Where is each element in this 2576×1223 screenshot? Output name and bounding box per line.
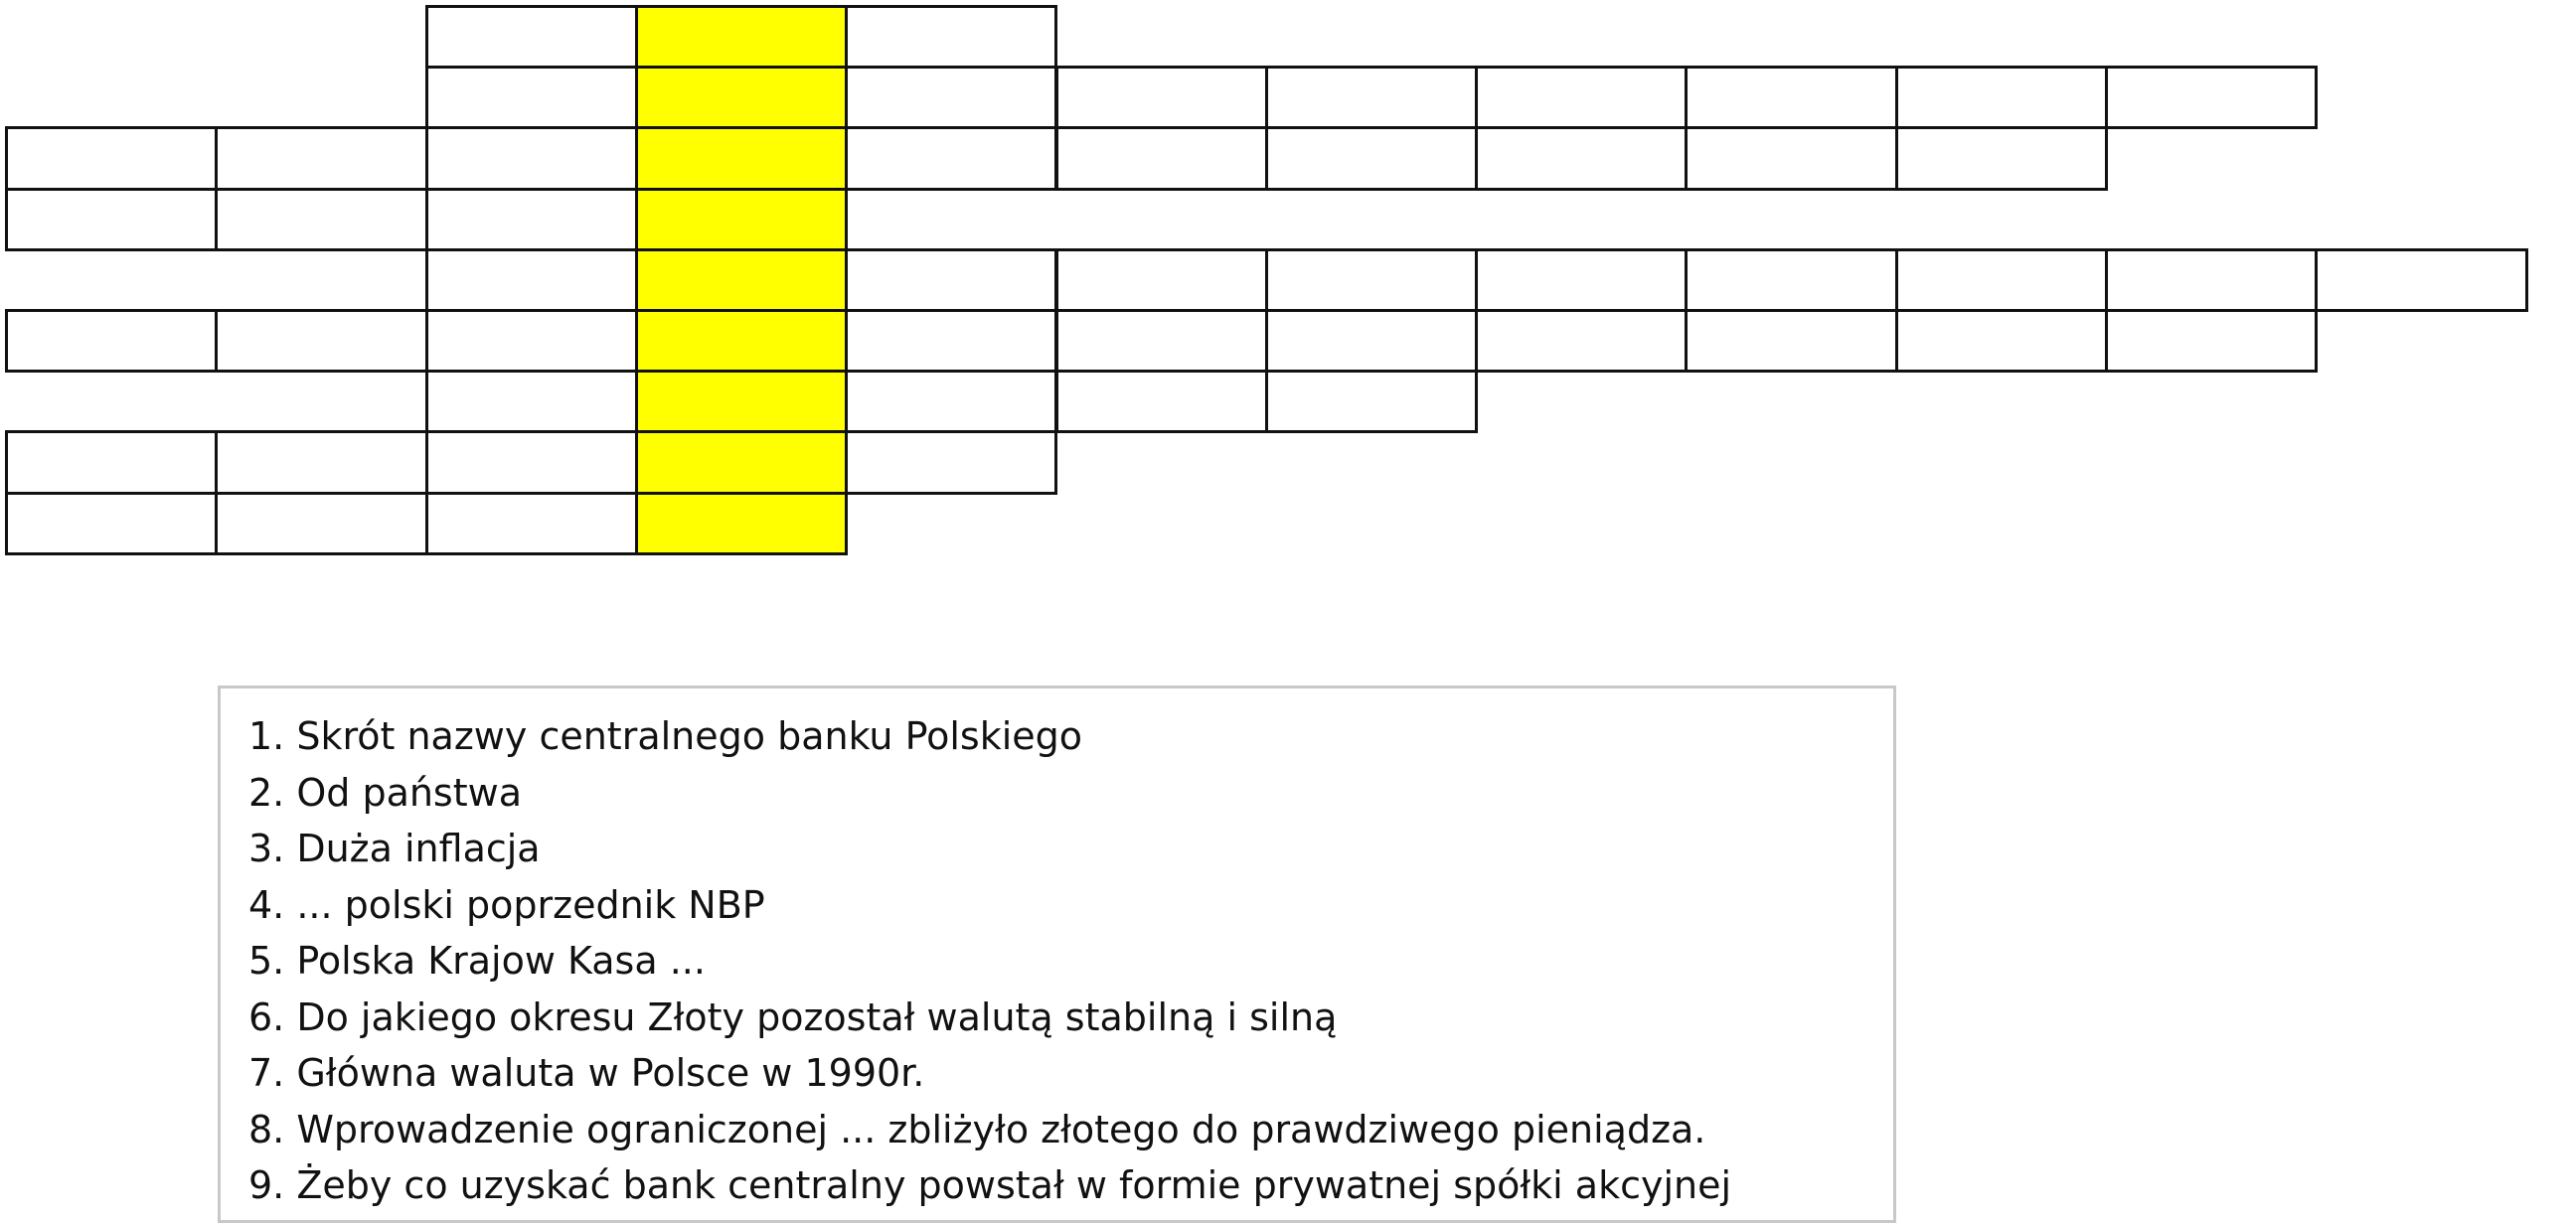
crossword-cell[interactable] [1685,126,1897,190]
clue-9: 9. Żeby co uzyskać bank centralny powstał w formie prywatnej spółki akcyjnej [248,1163,1732,1207]
crossword-key-cell[interactable] [635,188,848,251]
crossword-cell[interactable] [5,430,218,494]
crossword-cell[interactable] [1685,248,1897,312]
crossword-cell[interactable] [1265,66,1478,129]
clues-list [248,708,1893,1214]
crossword-key-cell[interactable] [635,492,848,555]
crossword-key-cell[interactable] [635,126,848,190]
crossword-cell[interactable] [845,5,1057,69]
crossword-cell[interactable] [1265,370,1478,433]
crossword-cell[interactable] [1895,248,2108,312]
clue-4: 4. ... polski poprzednik NBP [248,882,765,927]
crossword-key-cell[interactable] [635,248,848,312]
crossword-cell[interactable] [215,309,427,373]
crossword-cell[interactable] [2105,309,2318,373]
crossword-cell[interactable] [845,430,1057,494]
crossword-cell[interactable] [5,126,218,190]
crossword-cell[interactable] [425,5,638,69]
crossword-cell[interactable] [1475,126,1688,190]
clue-3: 3. Duża inflacja [248,827,541,870]
crossword-cell[interactable] [845,126,1057,190]
crossword-cell[interactable] [2105,248,2318,312]
crossword-cell[interactable] [425,248,638,312]
crossword-cell[interactable] [845,370,1057,433]
crossword-cell[interactable] [215,188,427,251]
crossword-cell[interactable] [1895,309,2108,373]
crossword-cell[interactable] [5,188,218,251]
clues-box [218,686,1896,1223]
crossword-cell[interactable] [2315,248,2527,312]
crossword-cell[interactable] [1895,66,2108,129]
crossword-cell[interactable] [1055,248,1268,312]
crossword-key-cell[interactable] [635,66,848,129]
crossword-key-cell[interactable] [635,309,848,373]
crossword-cell[interactable] [215,126,427,190]
clue-6: 6. Do jakiego okresu Złoty pozostał walutą stabilną i silną [248,994,1338,1039]
crossword-cell[interactable] [5,492,218,555]
crossword-key-cell[interactable] [635,370,848,433]
clue-8: 8. Wprowadzenie ograniczonej ... zbliżyło złotego do prawdziwego pieniądza. [248,1107,1706,1151]
clue-7: 7. Główna waluta w Polsce w 1990r. [248,1051,925,1095]
crossword-key-cell[interactable] [635,5,848,69]
crossword-cell[interactable] [425,370,638,433]
crossword-cell[interactable] [1265,126,1478,190]
crossword-cell[interactable] [425,492,638,555]
crossword-cell[interactable] [215,430,427,494]
crossword-cell[interactable] [2105,66,2318,129]
crossword-cell[interactable] [425,309,638,373]
crossword-cell[interactable] [1265,248,1478,312]
crossword-grid [0,0,2576,596]
crossword-cell[interactable] [845,309,1057,373]
crossword-cell[interactable] [1895,126,2108,190]
crossword-cell[interactable] [1475,309,1688,373]
crossword-cell[interactable] [1685,309,1897,373]
crossword-cell[interactable] [425,188,638,251]
clue-1: 1. Skrót nazwy centralnego banku Polskiego [248,714,1083,758]
crossword-cell[interactable] [425,66,638,129]
crossword-cell[interactable] [1055,126,1268,190]
crossword-cell[interactable] [1055,309,1268,373]
crossword-cell[interactable] [1685,66,1897,129]
crossword-cell[interactable] [1055,370,1268,433]
crossword-cell[interactable] [1055,66,1268,129]
clue-2: 2. Od państwa [248,770,522,815]
crossword-cell[interactable] [1475,66,1688,129]
crossword-cell[interactable] [425,430,638,494]
crossword-cell[interactable] [5,309,218,373]
clue-5: 5. Polska Krajow Kasa ... [248,939,706,983]
crossword-key-cell[interactable] [635,430,848,494]
crossword-cell[interactable] [845,66,1057,129]
crossword-cell[interactable] [1475,248,1688,312]
crossword-cell[interactable] [425,126,638,190]
crossword-cell[interactable] [215,492,427,555]
crossword-cell[interactable] [1265,309,1478,373]
crossword-cell[interactable] [845,248,1057,312]
